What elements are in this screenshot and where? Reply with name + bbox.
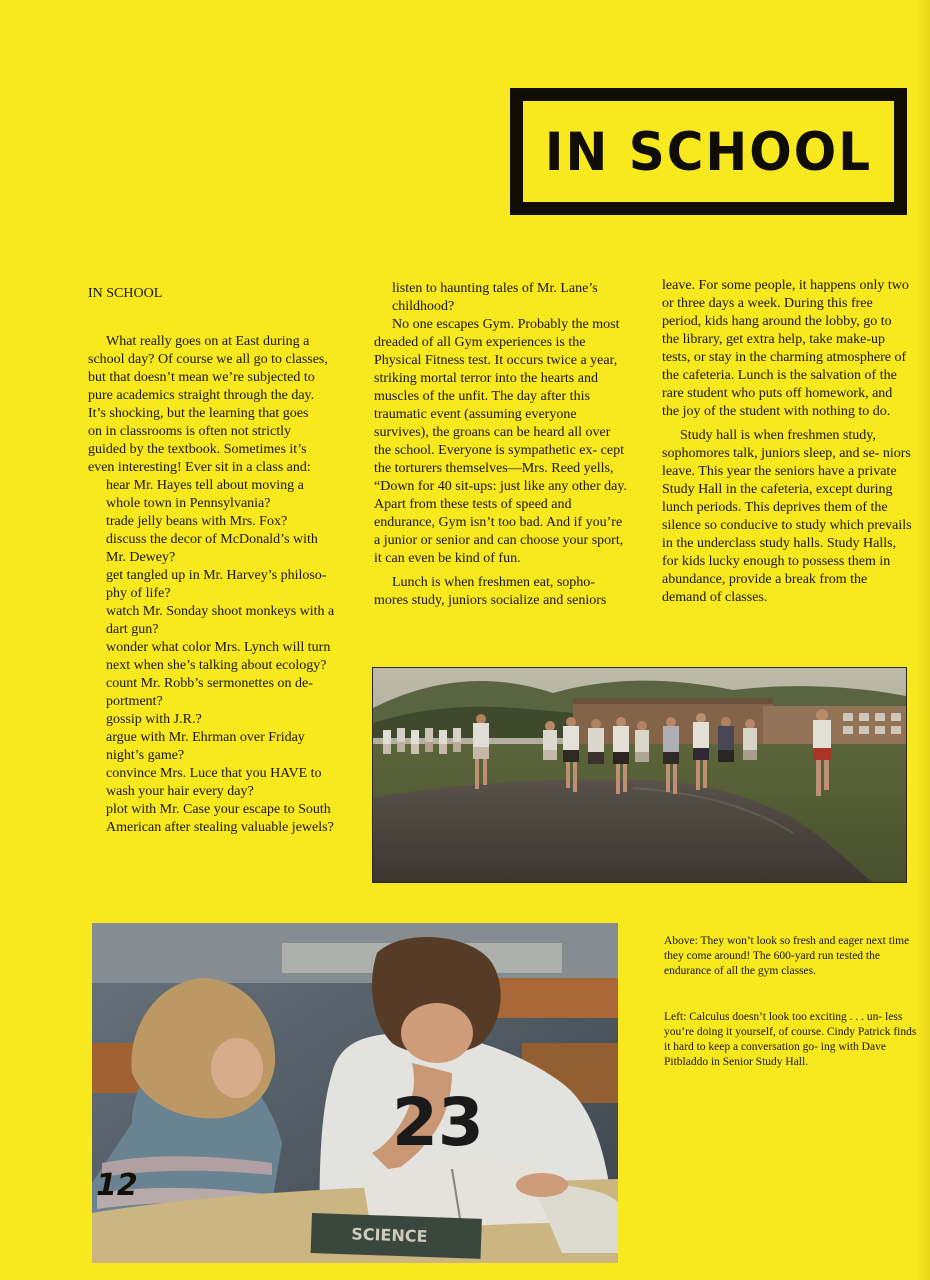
study-hall-paragraph: Study hall is when freshmen study, sophomores talk, juniors sleep, and se- niors leave. This year the seniors have a private Study Hall in the cafeteria, except during lunch periods. This deprives them of the silence so conducive to study which prevails in the underclass study halls. Study Halls, for kids lucky enough to possess them in abundance, provide a break from the demand of classes. (662, 428, 912, 605)
page-number: 12 (96, 1168, 138, 1203)
list-item: get tangled up in Mr. Harvey’s philoso- phy of life? (106, 568, 327, 601)
svg-text:23: 23 (392, 1084, 484, 1161)
list-item: gossip with J.R.? (106, 712, 202, 727)
column-1-line: It’s shocking, but the learning that goes (88, 406, 309, 421)
list-item: argue with Mr. Ehrman over Friday night’s game? (106, 730, 305, 763)
title-box (510, 88, 907, 215)
column-1 (88, 285, 340, 837)
column-1-heading: IN SCHOOL (88, 286, 163, 301)
list-item: hear Mr. Hayes tell about moving a whole town in Pennsylvania? (106, 478, 304, 511)
photo-study-hall (92, 923, 618, 1263)
photo-gym-run-image (373, 668, 906, 882)
svg-text:SCIENCE: SCIENCE (350, 1224, 428, 1247)
list-item: watch Mr. Sonday shoot monkeys with a dart gun? (106, 604, 335, 637)
gym-paragraph: No one escapes Gym. Probably the most dreaded of all Gym experiences is the Physical Fitness test. It occurs twice a year, striking mortal terror into the hearts and muscles of the unfit. The day after this traumatic event (assuming everyone survives), the groans can be heard all over the school. Everyone is sympathetic ex- cept the torturers themselves—Mrs. Reed yells, “Down for 40 sit-ups: just like any other day. Apart from these tests of speed and endurance, Gym isn’t too bad. And if you’re a junior or senior and can choose your sport, it can even be kind of fun. (374, 317, 627, 566)
list-item: discuss the decor of McDonald’s with Mr. Dewey? (106, 532, 318, 565)
title-inner (523, 101, 894, 202)
column-1-line: guided by the textbook. Sometimes it’s (88, 442, 307, 457)
photo-study-hall-image (92, 923, 618, 1263)
lunch-paragraph: Lunch is when freshmen eat, sopho- mores study, juniors socialize and seniors (374, 575, 607, 608)
column-2 (374, 280, 628, 610)
list-item: convince Mrs. Luce that you HAVE to wash your hair every day? (106, 766, 322, 799)
page-title: IN SCHOOL (544, 121, 873, 182)
list-item: count Mr. Robb’s sermonettes on de- portment? (106, 676, 313, 709)
list-item: wonder what color Mrs. Lynch will turn next when she’s talking about ecology? (106, 640, 331, 673)
column-1-line: school day? Of course we all go to classes, (88, 352, 328, 367)
lunch-paragraph-continued: leave. For some people, it happens only two or three days a week. During this free period, kids hang around the lobby, go to the library, get extra help, take make-up tests, or stay in the charming atmosphere of the cafeteria. Lunch is the salvation of the rare student who puts off homework, and the joy of the student with nothing to do. (662, 278, 909, 419)
column-1-line: but that doesn’t mean we’re subjected to (88, 370, 315, 385)
column-3 (662, 277, 912, 607)
list-item: plot with Mr. Case your escape to South American after stealing valuable jewels? (106, 802, 334, 835)
column-1-line: on in classrooms is often not strictly (88, 424, 291, 439)
caption-left: Left: Calculus doesn’t look too exciting . . . un- less you’re doing it yourself, of course. Cindy Patrick finds it hard to keep a conversation go- ing with Dave Pitbladdo in Senior Study Hall. (664, 1010, 917, 1068)
list-item-continued: listen to haunting tales of Mr. Lane’s childhood? (392, 281, 598, 314)
column-1-line: What really goes on at East during a (106, 334, 310, 349)
page-edge (916, 0, 930, 1280)
list-item: trade jelly beans with Mrs. Fox? (106, 514, 288, 529)
caption-above: Above: They won’t look so fresh and eager next time they come around! The 600-yard run tested the endurance of all the gym classes. (664, 934, 910, 977)
photo-gym-run (373, 668, 906, 882)
column-1-line: even interesting! Ever sit in a class and: (88, 460, 311, 475)
column-1-line: pure academics straight through the day. (88, 388, 315, 403)
